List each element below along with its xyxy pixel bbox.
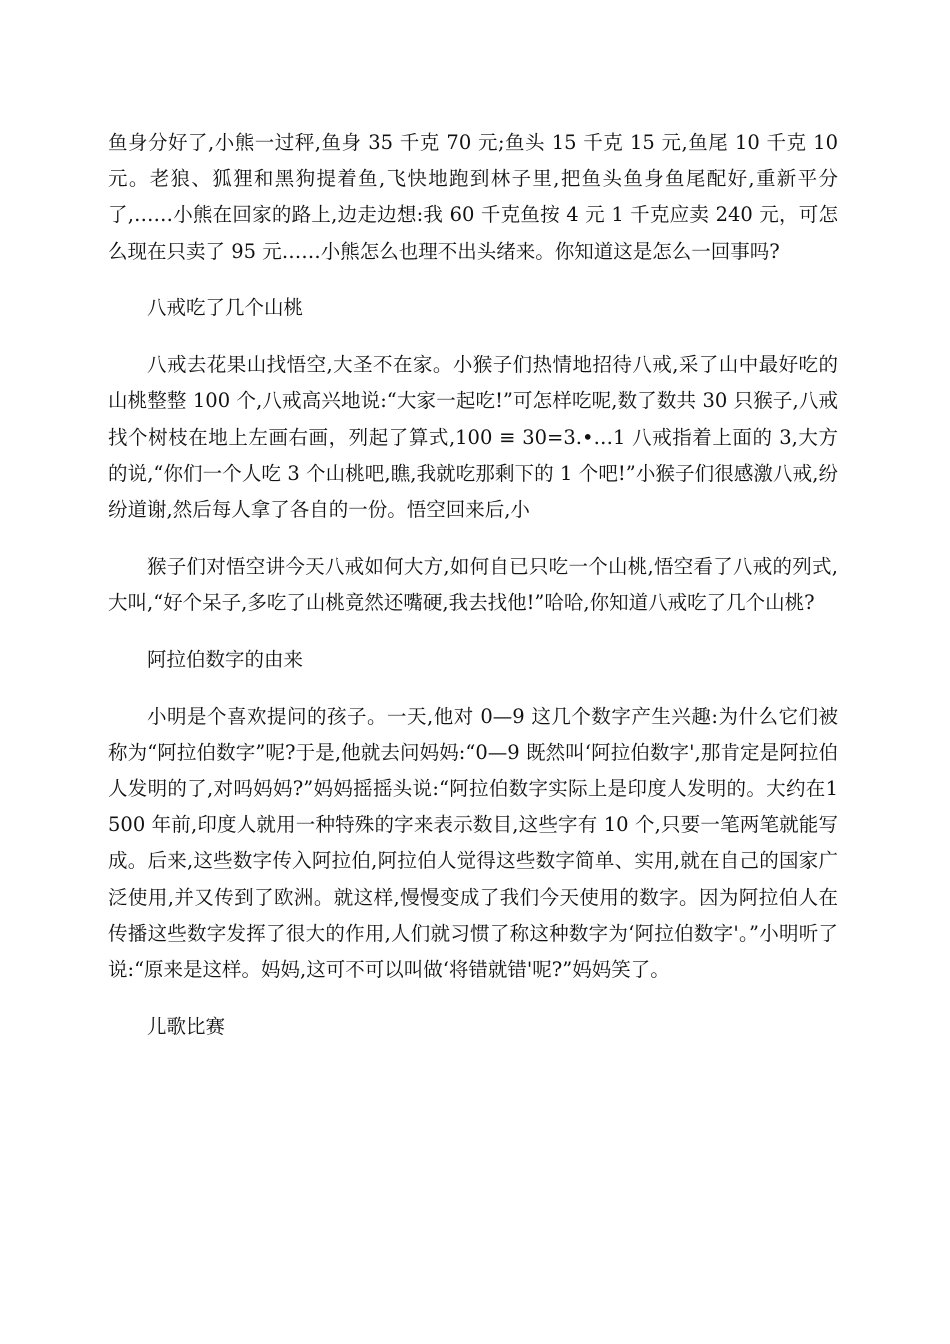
section-heading-bajie-peaches: 八戒吃了几个山桃 bbox=[147, 296, 304, 320]
paragraph-bajie-peaches-1: 八戒去花果山找悟空,大圣不在家。小猴子们热情地招待八戒,采了山中最好吃的山桃整整 100 个,八戒高兴地说:“大家一起吃!”可怎样吃呢,数了数共 30 只猴子,八戒找个树枝在地上左画右画，列起了算式,100 ≡ 30=3.•…1 八戒指着上面的 3,大方的说,“你们一个人吃 3 个山桃吧,瞧,我就吃那剩下的 1 个吧!”小猴子们很感激八戒,纷纷道谢,然后每人拿了各自的一份。悟空回来后,小 bbox=[108, 353, 838, 522]
section-heading-arabic-numerals: 阿拉伯数字的由来 bbox=[147, 647, 304, 671]
section-heading-nursery-rhyme-contest: 儿歌比赛 bbox=[147, 1014, 226, 1038]
document-body bbox=[108, 125, 838, 1066]
paragraph-arabic-numerals: 小明是个喜欢提问的孩子。一天,他对 0—9 这几个数字产生兴趣:为什么它们被称为“阿拉伯数字”呢?于是,他就去问妈妈:“0—9 既然叫‘阿拉伯数字',那肯定是阿拉伯人发明的了,对吗妈妈?”妈妈摇摇头说:“阿拉伯数字实际上是印度人发明的。大约在1500 年前,印度人就用一种特殊的字来表示数目,这些字有 10 个,只要一笔两笔就能写成。后来,这些数字传入阿拉伯,阿拉伯人觉得这些数字简单、实用,就在自己的国家广泛使用,并又传到了欧洲。就这样,慢慢变成了我们今天使用的数字。因为阿拉伯人在传播这些数字发挥了很大的作用,人们就习惯了称这种数字为‘阿拉伯数字'。”小明听了说:“原来是这样。妈妈,这可不可以叫做‘将错就错'呢?”妈妈笑了。 bbox=[108, 704, 838, 982]
paragraph-xiaoxiong-fish: 鱼身分好了,小熊一过秤,鱼身 35 千克 70 元;鱼头 15 千克 15 元,鱼尾 10 千克 10 元。老狼、狐狸和黑狗提着鱼,飞快地跑到林子里,把鱼头鱼身鱼尾配好,重新平分了,……小熊在回家的路上,边走边想:我 60 千克鱼按 4 元 1 千克应卖 240 元，可怎么现在只卖了 95 元……小熊怎么也理不出头绪来。你知道这是怎么一回事吗? bbox=[108, 131, 838, 263]
paragraph-bajie-peaches-2: 猴子们对悟空讲今天八戒如何大方,如何自已只吃一个山桃,悟空看了八戒的列式,大叫,“好个呆子,多吃了山桃竟然还嘴硬,我去找他!”哈哈,你知道八戒吃了几个山桃? bbox=[108, 554, 838, 615]
